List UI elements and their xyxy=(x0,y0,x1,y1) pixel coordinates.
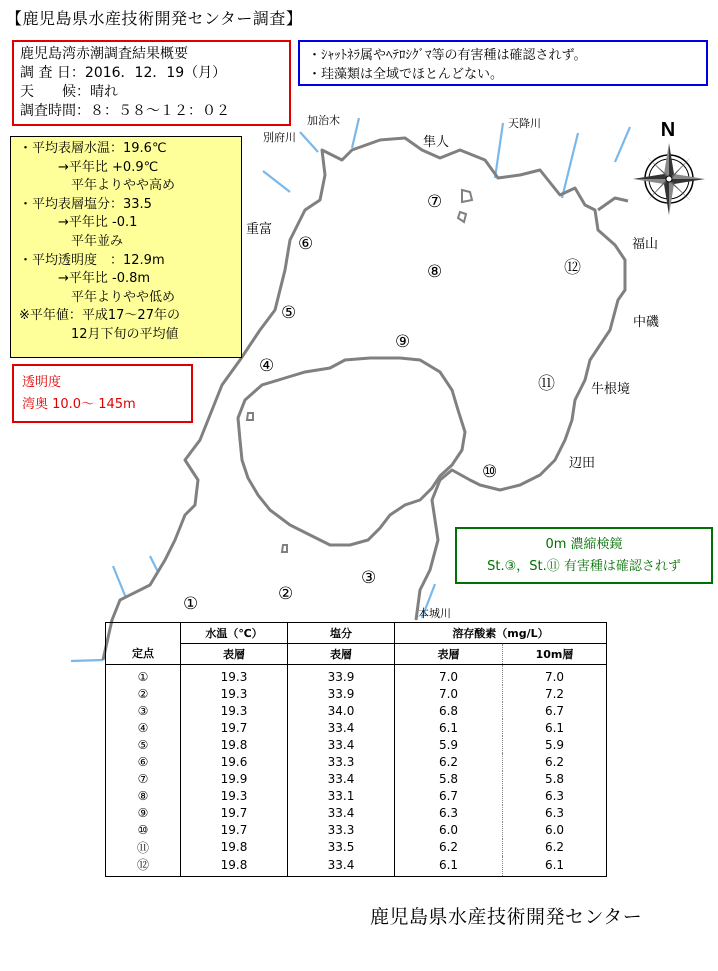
table-header-row xyxy=(106,623,607,644)
average-stats-box xyxy=(10,136,242,358)
cell-do-surface: 6.0 xyxy=(395,822,503,839)
cell-station: ⑫ xyxy=(106,856,181,877)
cell-station: ⑪ xyxy=(106,839,181,856)
cell-do-surface: 6.1 xyxy=(395,719,503,736)
cell-station: ④ xyxy=(106,719,181,736)
stats-line: →平年比 -0.1 xyxy=(19,215,138,231)
cell-do-surface: 6.3 xyxy=(395,805,503,822)
subheader-do-10m: 10m層 xyxy=(503,644,607,665)
table-row xyxy=(106,856,607,877)
cell-do-surface: 6.1 xyxy=(395,856,503,877)
cell-temp-surface: 19.9 xyxy=(181,771,288,788)
stats-line: ・平均透明度 ：12.9m xyxy=(19,252,165,268)
cell-sal-surface: 33.9 xyxy=(288,685,395,702)
subheader-sal-surface: 表層 xyxy=(288,644,395,665)
stats-line: ・平均表層塩分：33.5 xyxy=(19,196,152,212)
stats-line: 平年よりやや低め xyxy=(19,289,176,305)
place-honjo-river: 本城川 xyxy=(418,607,451,620)
place-amori-river: 天降川 xyxy=(508,117,541,130)
place-ushinekyo: 牛根境 xyxy=(591,382,631,397)
observation-table xyxy=(105,622,607,877)
stats-line: 平年並み xyxy=(19,233,124,249)
cell-do-10m: 6.0 xyxy=(503,822,607,839)
table-row xyxy=(106,771,607,788)
cell-sal-surface: 33.4 xyxy=(288,736,395,753)
station-marker-5: ⑤ xyxy=(281,303,297,323)
transparency-box xyxy=(12,364,193,423)
cell-do-surface: 5.8 xyxy=(395,771,503,788)
check-result: St.③，St.⑪ 有害種は確認されず xyxy=(487,559,681,574)
cell-sal-surface: 33.4 xyxy=(288,771,395,788)
table-row xyxy=(106,665,607,686)
station-marker-8: ⑧ xyxy=(427,262,443,282)
date-value: ：2016．12．19（月） xyxy=(70,65,227,81)
table-row xyxy=(106,702,607,719)
cell-do-surface: 6.8 xyxy=(395,702,503,719)
summary-date-row xyxy=(20,64,283,83)
cell-do-10m: 6.3 xyxy=(503,788,607,805)
place-fukuyama: 福山 xyxy=(632,237,659,252)
summary-time-row xyxy=(20,102,283,121)
cell-temp-surface: 19.3 xyxy=(181,702,288,719)
cell-temp-surface: 19.7 xyxy=(181,805,288,822)
page-title: 【鹿児島県水産技術開発センター調査】 xyxy=(6,9,303,28)
cell-do-surface: 6.7 xyxy=(395,788,503,805)
cell-sal-surface: 33.4 xyxy=(288,805,395,822)
station-marker-2: ② xyxy=(278,584,294,604)
cell-do-surface: 6.2 xyxy=(395,753,503,770)
station-marker-10: ⑩ xyxy=(482,462,498,482)
transparency-title: 透明度 xyxy=(22,375,62,390)
cell-do-10m: 6.1 xyxy=(503,719,607,736)
table-row xyxy=(106,685,607,702)
cell-temp-surface: 19.8 xyxy=(181,839,288,856)
cell-do-10m: 7.2 xyxy=(503,685,607,702)
cell-temp-surface: 19.8 xyxy=(181,736,288,753)
table-subheader-row xyxy=(106,644,607,665)
cell-station: ⑧ xyxy=(106,788,181,805)
stats-line: 平年よりやや高め xyxy=(19,178,176,194)
header-station: 定点 xyxy=(106,623,181,665)
summary-title: 鹿児島湾赤潮調査結果概要 xyxy=(20,46,188,62)
cell-temp-surface: 19.6 xyxy=(181,753,288,770)
cell-do-surface: 5.9 xyxy=(395,736,503,753)
table-row xyxy=(106,753,607,770)
station-marker-12: ⑫ xyxy=(564,258,581,278)
summary-weather-row xyxy=(20,83,283,102)
cell-do-surface: 7.0 xyxy=(395,685,503,702)
cell-do-10m: 6.2 xyxy=(503,753,607,770)
sakurajima-outline xyxy=(238,358,465,545)
cell-sal-surface: 33.4 xyxy=(288,856,395,877)
place-henda: 辺田 xyxy=(569,456,596,471)
station-marker-9: ⑨ xyxy=(395,332,411,352)
stats-line: 12月下旬の平均値 xyxy=(19,326,179,342)
header-temperature: 水温（℃） xyxy=(181,623,288,644)
cell-do-10m: 5.9 xyxy=(503,736,607,753)
cell-sal-surface: 33.1 xyxy=(288,788,395,805)
table-row xyxy=(106,839,607,856)
note-line: ・ｼｬｯﾄﾈﾗ属やﾍﾃﾛｼｸﾞﾏ等の有害種は確認されず。 xyxy=(308,48,587,63)
note-line: ・珪藻類は全域でほとんどない。 xyxy=(308,67,504,82)
weather-label: 天 候 xyxy=(20,84,76,100)
cell-station: ⑨ xyxy=(106,805,181,822)
cell-sal-surface: 33.3 xyxy=(288,753,395,770)
cell-do-10m: 6.3 xyxy=(503,805,607,822)
cell-do-10m: 6.1 xyxy=(503,856,607,877)
cell-temp-surface: 19.3 xyxy=(181,788,288,805)
place-beppu-river: 別府川 xyxy=(263,131,296,144)
stats-line: →平年比 +0.9℃ xyxy=(19,159,159,175)
subheader-temp-surface: 表層 xyxy=(181,644,288,665)
time-value: ：８：５８～１２：０２ xyxy=(76,103,230,119)
time-label: 調査時間 xyxy=(20,103,76,119)
compass-north-letter: N xyxy=(660,119,676,141)
cell-temp-surface: 19.7 xyxy=(181,822,288,839)
date-label: 調 査 日 xyxy=(20,65,71,81)
stats-line: →平年比 -0.8m xyxy=(19,271,151,287)
cell-temp-surface: 19.7 xyxy=(181,719,288,736)
cell-sal-surface: 33.4 xyxy=(288,719,395,736)
station-marker-11: ⑪ xyxy=(538,374,555,394)
microscopy-check-box xyxy=(455,527,713,584)
table-row xyxy=(106,822,607,839)
place-shigetomi: 重富 xyxy=(246,222,273,237)
cell-station: ③ xyxy=(106,702,181,719)
transparency-value: 湾奥 10.0～ 145m xyxy=(22,397,136,412)
place-nakaiso: 中磯 xyxy=(633,315,660,330)
cell-do-10m: 6.7 xyxy=(503,702,607,719)
header-salinity: 塩分 xyxy=(288,623,395,644)
cell-station: ② xyxy=(106,685,181,702)
cell-do-10m: 6.2 xyxy=(503,839,607,856)
stats-line: ・平均表層水温：19.6℃ xyxy=(19,141,167,156)
station-marker-6: ⑥ xyxy=(298,234,314,254)
cell-sal-surface: 33.5 xyxy=(288,839,395,856)
table-row xyxy=(106,788,607,805)
table-row xyxy=(106,805,607,822)
findings-notes-box xyxy=(298,40,708,86)
cell-station: ① xyxy=(106,665,181,686)
cell-do-10m: 7.0 xyxy=(503,665,607,686)
place-kajiki: 加治木 xyxy=(307,114,340,127)
cell-do-surface: 6.2 xyxy=(395,839,503,856)
place-hayato: 隼人 xyxy=(423,135,450,150)
cell-sal-surface: 33.9 xyxy=(288,665,395,686)
cell-station: ⑦ xyxy=(106,771,181,788)
cell-sal-surface: 33.3 xyxy=(288,822,395,839)
station-marker-4: ④ xyxy=(259,356,275,376)
table-body xyxy=(106,665,607,877)
cell-station: ⑥ xyxy=(106,753,181,770)
subheader-do-surface: 表層 xyxy=(395,644,503,665)
header-dissolved-oxygen: 溶存酸素（mg/L） xyxy=(395,623,607,644)
cell-do-10m: 5.8 xyxy=(503,771,607,788)
table-row xyxy=(106,736,607,753)
survey-summary-box xyxy=(12,40,291,126)
cell-sal-surface: 34.0 xyxy=(288,702,395,719)
compass-rose xyxy=(628,118,708,218)
station-marker-3: ③ xyxy=(361,568,377,588)
cell-temp-surface: 19.3 xyxy=(181,685,288,702)
cell-station: ⑤ xyxy=(106,736,181,753)
station-marker-7: ⑦ xyxy=(427,192,443,212)
station-marker-1: ① xyxy=(183,594,199,614)
weather-value: ：晴れ xyxy=(76,84,118,100)
cell-do-surface: 7.0 xyxy=(395,665,503,686)
cell-temp-surface: 19.8 xyxy=(181,856,288,877)
cell-temp-surface: 19.3 xyxy=(181,665,288,686)
table-row xyxy=(106,719,607,736)
footer-organization: 鹿児島県水産技術開発センター xyxy=(370,906,643,928)
check-title: 0m 濃縮検鏡 xyxy=(545,537,623,552)
cell-station: ⑩ xyxy=(106,822,181,839)
stats-line: ※平年値：平成17～27年の xyxy=(19,308,180,324)
